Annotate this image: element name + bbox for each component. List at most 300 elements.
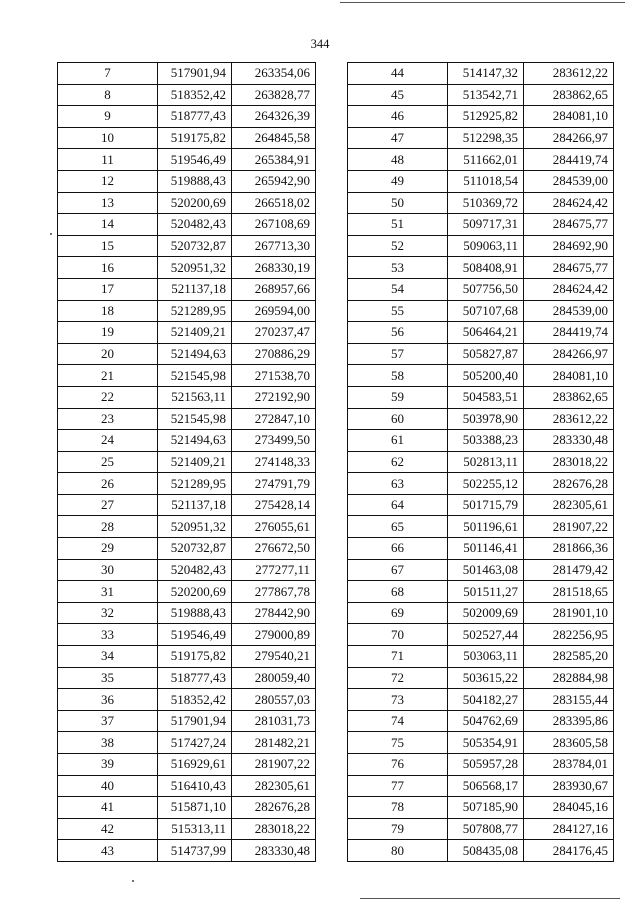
table-row: [58, 797, 316, 819]
x-coordinate-cell: 505957,28: [448, 754, 524, 776]
point-number-cell: 49: [348, 170, 448, 192]
x-coordinate-cell: 521545,98: [158, 408, 232, 430]
x-coordinate-cell: 519175,82: [158, 646, 232, 668]
point-number-cell: 28: [58, 516, 158, 538]
y-coordinate-cell: 281866,36: [524, 538, 614, 560]
y-coordinate-cell: 284266,97: [524, 343, 614, 365]
table-row: [58, 63, 316, 85]
table-row: [348, 732, 614, 754]
y-coordinate-cell: 281907,22: [524, 516, 614, 538]
table-row: [348, 343, 614, 365]
point-number-cell: 47: [348, 127, 448, 149]
x-coordinate-cell: 521137,18: [158, 278, 232, 300]
point-number-cell: 13: [58, 192, 158, 214]
point-number-cell: 70: [348, 624, 448, 646]
point-number-cell: 39: [58, 754, 158, 776]
table-row: [58, 602, 316, 624]
point-number-cell: 9: [58, 106, 158, 128]
y-coordinate-cell: 284081,10: [524, 106, 614, 128]
point-number-cell: 35: [58, 667, 158, 689]
x-coordinate-cell: 519888,43: [158, 602, 232, 624]
x-coordinate-cell: 520732,87: [158, 235, 232, 257]
y-coordinate-cell: 281482,21: [232, 732, 316, 754]
y-coordinate-cell: 284127,16: [524, 818, 614, 840]
y-coordinate-cell: 283612,22: [524, 63, 614, 85]
point-number-cell: 29: [58, 538, 158, 560]
point-number-cell: 61: [348, 430, 448, 452]
table-row: [58, 170, 316, 192]
point-number-cell: 76: [348, 754, 448, 776]
table-row: [348, 451, 614, 473]
table-row: [348, 710, 614, 732]
y-coordinate-cell: 284081,10: [524, 365, 614, 387]
x-coordinate-cell: 512298,35: [448, 127, 524, 149]
table-row: [348, 646, 614, 668]
x-coordinate-cell: 513542,71: [448, 84, 524, 106]
x-coordinate-cell: 520200,69: [158, 581, 232, 603]
point-number-cell: 21: [58, 365, 158, 387]
x-coordinate-cell: 517901,94: [158, 710, 232, 732]
y-coordinate-cell: 283330,48: [524, 430, 614, 452]
x-coordinate-cell: 502813,11: [448, 451, 524, 473]
table-row: [348, 149, 614, 171]
point-number-cell: 74: [348, 710, 448, 732]
table-row: [348, 127, 614, 149]
y-coordinate-cell: 277867,78: [232, 581, 316, 603]
table-row: [348, 84, 614, 106]
x-coordinate-cell: 501196,61: [448, 516, 524, 538]
point-number-cell: 75: [348, 732, 448, 754]
point-number-cell: 27: [58, 494, 158, 516]
x-coordinate-cell: 514147,32: [448, 63, 524, 85]
point-number-cell: 54: [348, 278, 448, 300]
x-coordinate-cell: 521563,11: [158, 386, 232, 408]
x-coordinate-cell: 518777,43: [158, 106, 232, 128]
x-coordinate-cell: 512925,82: [448, 106, 524, 128]
x-coordinate-cell: 517901,94: [158, 63, 232, 85]
x-coordinate-cell: 520482,43: [158, 214, 232, 236]
point-number-cell: 7: [58, 63, 158, 85]
table-row: [58, 365, 316, 387]
point-number-cell: 78: [348, 797, 448, 819]
y-coordinate-cell: 264845,58: [232, 127, 316, 149]
point-number-cell: 25: [58, 451, 158, 473]
point-number-cell: 22: [58, 386, 158, 408]
y-coordinate-cell: 283930,67: [524, 775, 614, 797]
point-number-cell: 37: [58, 710, 158, 732]
y-coordinate-cell: 284045,16: [524, 797, 614, 819]
table-row: [58, 581, 316, 603]
point-number-cell: 23: [58, 408, 158, 430]
scan-edge-line-bottom: [360, 898, 620, 899]
y-coordinate-cell: 282305,61: [524, 494, 614, 516]
point-number-cell: 43: [58, 840, 158, 862]
y-coordinate-cell: 281901,10: [524, 602, 614, 624]
table-row: [348, 235, 614, 257]
y-coordinate-cell: 284692,90: [524, 235, 614, 257]
table-row: [348, 602, 614, 624]
table-row: [348, 106, 614, 128]
point-number-cell: 53: [348, 257, 448, 279]
x-coordinate-cell: 516410,43: [158, 775, 232, 797]
y-coordinate-cell: 282256,95: [524, 624, 614, 646]
x-coordinate-cell: 515313,11: [158, 818, 232, 840]
y-coordinate-cell: 265942,90: [232, 170, 316, 192]
x-coordinate-cell: 509063,11: [448, 235, 524, 257]
x-coordinate-cell: 506464,21: [448, 322, 524, 344]
table-row: [348, 624, 614, 646]
x-coordinate-cell: 510369,72: [448, 192, 524, 214]
y-coordinate-cell: 275428,14: [232, 494, 316, 516]
y-coordinate-cell: 265384,91: [232, 149, 316, 171]
point-number-cell: 71: [348, 646, 448, 668]
x-coordinate-cell: 521137,18: [158, 494, 232, 516]
y-coordinate-cell: 284675,77: [524, 214, 614, 236]
scan-speck: [132, 880, 134, 882]
y-coordinate-cell: 284419,74: [524, 149, 614, 171]
x-coordinate-cell: 504583,51: [448, 386, 524, 408]
x-coordinate-cell: 505354,91: [448, 732, 524, 754]
y-coordinate-cell: 263354,06: [232, 63, 316, 85]
table-row: [348, 797, 614, 819]
y-coordinate-cell: 284624,42: [524, 278, 614, 300]
point-number-cell: 79: [348, 818, 448, 840]
x-coordinate-cell: 521409,21: [158, 451, 232, 473]
y-coordinate-cell: 266518,02: [232, 192, 316, 214]
x-coordinate-cell: 508435,08: [448, 840, 524, 862]
point-number-cell: 65: [348, 516, 448, 538]
x-coordinate-cell: 519888,43: [158, 170, 232, 192]
x-coordinate-cell: 520200,69: [158, 192, 232, 214]
x-coordinate-cell: 508408,91: [448, 257, 524, 279]
table-row: [58, 84, 316, 106]
x-coordinate-cell: 503615,22: [448, 667, 524, 689]
x-coordinate-cell: 507808,77: [448, 818, 524, 840]
point-number-cell: 62: [348, 451, 448, 473]
table-row: [348, 667, 614, 689]
y-coordinate-cell: 282585,20: [524, 646, 614, 668]
table-row: [348, 322, 614, 344]
table-row: [58, 710, 316, 732]
table-row: [58, 775, 316, 797]
y-coordinate-cell: 281479,42: [524, 559, 614, 581]
point-number-cell: 34: [58, 646, 158, 668]
point-number-cell: 15: [58, 235, 158, 257]
y-coordinate-cell: 283612,22: [524, 408, 614, 430]
x-coordinate-cell: 507107,68: [448, 300, 524, 322]
y-coordinate-cell: 276672,50: [232, 538, 316, 560]
table-row: [348, 473, 614, 495]
x-coordinate-cell: 521289,95: [158, 300, 232, 322]
y-coordinate-cell: 267108,69: [232, 214, 316, 236]
y-coordinate-cell: 283784,01: [524, 754, 614, 776]
point-number-cell: 31: [58, 581, 158, 603]
x-coordinate-cell: 502255,12: [448, 473, 524, 495]
y-coordinate-cell: 274791,79: [232, 473, 316, 495]
y-coordinate-cell: 271538,70: [232, 365, 316, 387]
table-row: [58, 430, 316, 452]
table-row: [58, 473, 316, 495]
x-coordinate-cell: 521289,95: [158, 473, 232, 495]
x-coordinate-cell: 515871,10: [158, 797, 232, 819]
point-number-cell: 32: [58, 602, 158, 624]
x-coordinate-cell: 505200,40: [448, 365, 524, 387]
point-number-cell: 12: [58, 170, 158, 192]
point-number-cell: 40: [58, 775, 158, 797]
x-coordinate-cell: 519546,49: [158, 624, 232, 646]
x-coordinate-cell: 507756,50: [448, 278, 524, 300]
x-coordinate-cell: 516929,61: [158, 754, 232, 776]
table-row: [58, 300, 316, 322]
y-coordinate-cell: 284675,77: [524, 257, 614, 279]
point-number-cell: 60: [348, 408, 448, 430]
point-number-cell: 73: [348, 689, 448, 711]
x-coordinate-cell: 501511,27: [448, 581, 524, 603]
table-row: [348, 300, 614, 322]
table-row: [58, 408, 316, 430]
point-number-cell: 11: [58, 149, 158, 171]
table-row: [348, 494, 614, 516]
y-coordinate-cell: 284539,00: [524, 170, 614, 192]
point-number-cell: 8: [58, 84, 158, 106]
table-row: [348, 192, 614, 214]
point-number-cell: 64: [348, 494, 448, 516]
table-row: [58, 646, 316, 668]
x-coordinate-cell: 521494,63: [158, 343, 232, 365]
x-coordinate-cell: 503388,23: [448, 430, 524, 452]
point-number-cell: 26: [58, 473, 158, 495]
point-number-cell: 10: [58, 127, 158, 149]
x-coordinate-cell: 519546,49: [158, 149, 232, 171]
table-row: [58, 257, 316, 279]
table-row: [58, 732, 316, 754]
x-coordinate-cell: 511662,01: [448, 149, 524, 171]
y-coordinate-cell: 280059,40: [232, 667, 316, 689]
table-row: [58, 278, 316, 300]
point-number-cell: 33: [58, 624, 158, 646]
coordinates-table-right: [347, 62, 614, 862]
table-row: [58, 214, 316, 236]
table-row: [348, 818, 614, 840]
point-number-cell: 14: [58, 214, 158, 236]
point-number-cell: 72: [348, 667, 448, 689]
point-number-cell: 57: [348, 343, 448, 365]
y-coordinate-cell: 280557,03: [232, 689, 316, 711]
table-row: [58, 192, 316, 214]
y-coordinate-cell: 272192,90: [232, 386, 316, 408]
table-row: [58, 689, 316, 711]
table-row: [58, 624, 316, 646]
table-row: [58, 149, 316, 171]
table-row: [58, 235, 316, 257]
point-number-cell: 52: [348, 235, 448, 257]
y-coordinate-cell: 281518,65: [524, 581, 614, 603]
x-coordinate-cell: 518352,42: [158, 84, 232, 106]
table-row: [348, 775, 614, 797]
point-number-cell: 36: [58, 689, 158, 711]
table-row: [348, 214, 614, 236]
table-row: [348, 754, 614, 776]
point-number-cell: 55: [348, 300, 448, 322]
y-coordinate-cell: 269594,00: [232, 300, 316, 322]
table-row: [58, 386, 316, 408]
x-coordinate-cell: 502009,69: [448, 602, 524, 624]
point-number-cell: 42: [58, 818, 158, 840]
y-coordinate-cell: 279000,89: [232, 624, 316, 646]
point-number-cell: 50: [348, 192, 448, 214]
y-coordinate-cell: 268957,66: [232, 278, 316, 300]
scan-edge-line-top: [340, 2, 625, 3]
x-coordinate-cell: 518777,43: [158, 667, 232, 689]
x-coordinate-cell: 518352,42: [158, 689, 232, 711]
x-coordinate-cell: 503063,11: [448, 646, 524, 668]
point-number-cell: 24: [58, 430, 158, 452]
table-row: [348, 538, 614, 560]
table-row: [348, 408, 614, 430]
y-coordinate-cell: 282884,98: [524, 667, 614, 689]
x-coordinate-cell: 501463,08: [448, 559, 524, 581]
point-number-cell: 20: [58, 343, 158, 365]
x-coordinate-cell: 501715,79: [448, 494, 524, 516]
scan-speck: [50, 233, 52, 235]
point-number-cell: 48: [348, 149, 448, 171]
x-coordinate-cell: 521494,63: [158, 430, 232, 452]
point-number-cell: 68: [348, 581, 448, 603]
y-coordinate-cell: 264326,39: [232, 106, 316, 128]
table-row: [348, 559, 614, 581]
point-number-cell: 80: [348, 840, 448, 862]
point-number-cell: 30: [58, 559, 158, 581]
point-number-cell: 44: [348, 63, 448, 85]
table-row: [58, 840, 316, 862]
y-coordinate-cell: 284624,42: [524, 192, 614, 214]
point-number-cell: 59: [348, 386, 448, 408]
table-row: [348, 516, 614, 538]
coordinates-table-left: [57, 62, 316, 862]
table-row: [58, 818, 316, 840]
y-coordinate-cell: 282676,28: [524, 473, 614, 495]
table-row: [58, 667, 316, 689]
table-row: [58, 754, 316, 776]
x-coordinate-cell: 520732,87: [158, 538, 232, 560]
y-coordinate-cell: 277277,11: [232, 559, 316, 581]
x-coordinate-cell: 520951,32: [158, 257, 232, 279]
x-coordinate-cell: 504762,69: [448, 710, 524, 732]
table-row: [348, 386, 614, 408]
point-number-cell: 69: [348, 602, 448, 624]
y-coordinate-cell: 284539,00: [524, 300, 614, 322]
y-coordinate-cell: 284266,97: [524, 127, 614, 149]
x-coordinate-cell: 517427,24: [158, 732, 232, 754]
y-coordinate-cell: 273499,50: [232, 430, 316, 452]
table-row: [348, 257, 614, 279]
y-coordinate-cell: 283018,22: [524, 451, 614, 473]
table-row: [58, 538, 316, 560]
x-coordinate-cell: 506568,17: [448, 775, 524, 797]
y-coordinate-cell: 283155,44: [524, 689, 614, 711]
y-coordinate-cell: 282305,61: [232, 775, 316, 797]
y-coordinate-cell: 283862,65: [524, 84, 614, 106]
point-number-cell: 19: [58, 322, 158, 344]
x-coordinate-cell: 519175,82: [158, 127, 232, 149]
y-coordinate-cell: 267713,30: [232, 235, 316, 257]
point-number-cell: 41: [58, 797, 158, 819]
x-coordinate-cell: 504182,27: [448, 689, 524, 711]
y-coordinate-cell: 283862,65: [524, 386, 614, 408]
y-coordinate-cell: 270237,47: [232, 322, 316, 344]
table-row: [58, 343, 316, 365]
table-row: [58, 516, 316, 538]
y-coordinate-cell: 272847,10: [232, 408, 316, 430]
table-row: [58, 494, 316, 516]
y-coordinate-cell: 270886,29: [232, 343, 316, 365]
y-coordinate-cell: 278442,90: [232, 602, 316, 624]
x-coordinate-cell: 502527,44: [448, 624, 524, 646]
point-number-cell: 77: [348, 775, 448, 797]
table-row: [58, 106, 316, 128]
point-number-cell: 38: [58, 732, 158, 754]
table-row: [348, 581, 614, 603]
table-row: [348, 63, 614, 85]
y-coordinate-cell: 284419,74: [524, 322, 614, 344]
table-row: [348, 170, 614, 192]
x-coordinate-cell: 520951,32: [158, 516, 232, 538]
point-number-cell: 45: [348, 84, 448, 106]
x-coordinate-cell: 501146,41: [448, 538, 524, 560]
point-number-cell: 16: [58, 257, 158, 279]
table-row: [348, 365, 614, 387]
point-number-cell: 46: [348, 106, 448, 128]
point-number-cell: 66: [348, 538, 448, 560]
x-coordinate-cell: 509717,31: [448, 214, 524, 236]
point-number-cell: 63: [348, 473, 448, 495]
point-number-cell: 17: [58, 278, 158, 300]
x-coordinate-cell: 511018,54: [448, 170, 524, 192]
table-row: [58, 559, 316, 581]
y-coordinate-cell: 263828,77: [232, 84, 316, 106]
table-row: [348, 278, 614, 300]
y-coordinate-cell: 268330,19: [232, 257, 316, 279]
table-row: [58, 322, 316, 344]
point-number-cell: 67: [348, 559, 448, 581]
table-row: [58, 451, 316, 473]
y-coordinate-cell: 281031,73: [232, 710, 316, 732]
point-number-cell: 58: [348, 365, 448, 387]
y-coordinate-cell: 283018,22: [232, 818, 316, 840]
y-coordinate-cell: 283605,58: [524, 732, 614, 754]
y-coordinate-cell: 284176,45: [524, 840, 614, 862]
y-coordinate-cell: 283395,86: [524, 710, 614, 732]
x-coordinate-cell: 503978,90: [448, 408, 524, 430]
x-coordinate-cell: 520482,43: [158, 559, 232, 581]
table-row: [58, 127, 316, 149]
table-row: [348, 840, 614, 862]
point-number-cell: 18: [58, 300, 158, 322]
table-row: [348, 689, 614, 711]
x-coordinate-cell: 521409,21: [158, 322, 232, 344]
y-coordinate-cell: 274148,33: [232, 451, 316, 473]
y-coordinate-cell: 279540,21: [232, 646, 316, 668]
y-coordinate-cell: 283330,48: [232, 840, 316, 862]
x-coordinate-cell: 514737,99: [158, 840, 232, 862]
x-coordinate-cell: 521545,98: [158, 365, 232, 387]
page-number: 344: [310, 37, 330, 51]
x-coordinate-cell: 505827,87: [448, 343, 524, 365]
y-coordinate-cell: 282676,28: [232, 797, 316, 819]
table-row: [348, 430, 614, 452]
y-coordinate-cell: 276055,61: [232, 516, 316, 538]
point-number-cell: 51: [348, 214, 448, 236]
